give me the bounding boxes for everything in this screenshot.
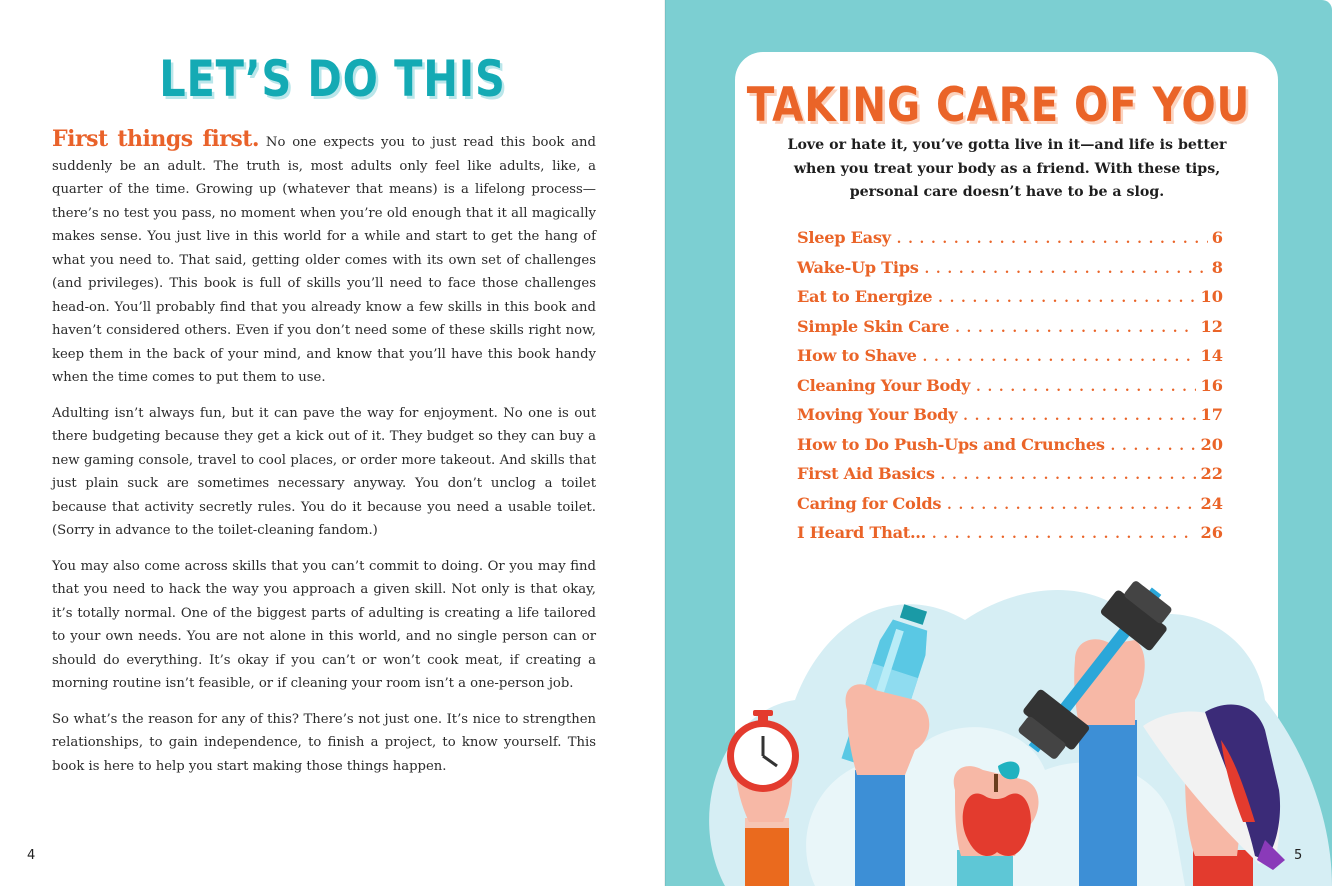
toc-row[interactable] xyxy=(797,376,1223,406)
toc-label: First Aid Basics xyxy=(797,464,935,483)
toc-leader-dots xyxy=(963,409,1196,424)
toc-leader-dots xyxy=(923,350,1197,365)
toc-page-number: 12 xyxy=(1200,316,1223,336)
blue-sleeve xyxy=(855,770,905,886)
toc-leader-dots xyxy=(947,498,1196,513)
toc-page-number: 14 xyxy=(1200,346,1223,365)
toc-label: Sleep Easy xyxy=(797,228,891,247)
toc-leader-dots xyxy=(941,468,1197,483)
toc-page-number: 17 xyxy=(1200,405,1223,424)
left-page xyxy=(0,0,665,886)
toc-page-number: 16 xyxy=(1200,375,1223,395)
left-body-text xyxy=(52,128,596,790)
toc-label: Wake-Up Tips xyxy=(797,257,919,277)
toc-label: Moving Your Body xyxy=(797,405,958,424)
page-number-right: 5 xyxy=(1294,848,1303,863)
toc-row[interactable] xyxy=(797,464,1223,494)
toc-row[interactable] xyxy=(797,346,1223,376)
toc-leader-dots xyxy=(932,527,1197,542)
toc-label: How to Do Push-Ups and Crunches xyxy=(797,434,1105,454)
page-number-left: 4 xyxy=(27,848,36,863)
toc-label: Cleaning Your Body xyxy=(797,375,971,395)
lead-in-heading: First things first. xyxy=(52,126,260,152)
toc-page-number: 20 xyxy=(1200,434,1223,454)
table-of-contents xyxy=(797,228,1223,553)
fitness-illustration xyxy=(665,560,1332,886)
toc-label: How to Shave xyxy=(797,346,917,365)
paragraph-3: You may also come across skills that you can’t commit to doing. Or you may find that you need to hack the way you approach a given skill. Not only is that okay, it’s totally normal. One of the biggest parts of adulting is creating a life tailored to your own needs. You are not alone in this world, and no single person can or should do everything. It’s okay if you can’t or won’t cook meat, if creating a morning routine isn’t feasible, or if cleaning your room isn’t a one-person job. xyxy=(52,558,596,691)
toc-page-number: 8 xyxy=(1211,257,1223,277)
paragraph-4: So what’s the reason for any of this? There’s not just one. It’s nice to strengthen relationships, to gain independence, to finish a project, to know yourself. This book is here to help you start making those things happen. xyxy=(52,711,596,774)
toc-page-number: 26 xyxy=(1200,523,1223,542)
toc-leader-dots xyxy=(925,262,1208,277)
toc-row[interactable] xyxy=(797,405,1223,435)
right-page xyxy=(665,0,1332,886)
toc-page-number: 10 xyxy=(1200,287,1223,306)
toc-label: Caring for Colds xyxy=(797,493,942,513)
toc-page-number: 6 xyxy=(1211,228,1223,247)
orange-sleeve xyxy=(745,822,789,886)
left-page-title: LET’S DO THIS xyxy=(159,50,506,108)
toc-label: I Heard That... xyxy=(797,523,926,542)
paragraph-1-text: No one expects you to just read this book and suddenly be an adult. The truth is, most adults only feel like adults, like, a quarter of the time. Growing up (whatever that means) is a lifelong process—there’s no test you pass, no moment when you’re old enough that it all magically makes sense. You just live in this world for a while and start to get the hang of what you need to. That said, getting older comes with its own set of challenges (and privileges). This book is full of skills you’ll need to face those challenges head-on. You’ll probably find that you already know a few skills in this book and haven’t considered others. Even if you don’t need some of these skills right now, keep them in the back of your mind, and know that you’ll have this book handy when the time comes to put them to use. xyxy=(52,135,596,385)
toc-row[interactable] xyxy=(797,228,1223,258)
toc-page-number: 22 xyxy=(1200,464,1223,483)
paragraph-2: Adulting isn’t always fun, but it can pave the way for enjoyment. No one is out there budgeting because they get a kick out of it. They budget so they can buy a new gaming console, travel to cool places, or order more takeout. And skills that just plain suck are sometimes necessary anyway. You don’t unclog a toilet because that activity secretly rules. You do it because you need a usable toilet. (Sorry in advance to the toilet-cleaning fandom.) xyxy=(52,405,596,538)
toc-row[interactable] xyxy=(797,435,1223,465)
right-page-title: TAKING CARE OF YOU xyxy=(746,78,1251,133)
toc-label: Simple Skin Care xyxy=(797,316,950,336)
toc-leader-dots xyxy=(897,232,1208,247)
toc-leader-dots xyxy=(938,291,1196,306)
toc-row[interactable] xyxy=(797,494,1223,524)
toc-page-number: 24 xyxy=(1200,493,1223,513)
toc-row[interactable] xyxy=(797,258,1223,288)
toc-row[interactable] xyxy=(797,287,1223,317)
chapter-intro: Love or hate it, you’ve gotta live in it—and life is better when you treat your body as a friend. With these tips, personal care doesn’t have to be a slog. xyxy=(787,137,1227,200)
toc-leader-dots xyxy=(976,380,1196,395)
toc-row[interactable] xyxy=(797,523,1223,553)
toc-leader-dots xyxy=(955,321,1196,336)
paragraph-1 xyxy=(52,128,596,390)
blue-sleeve-right xyxy=(1079,720,1137,886)
toc-leader-dots xyxy=(1111,439,1197,454)
toc-row[interactable] xyxy=(797,317,1223,347)
toc-label: Eat to Energize xyxy=(797,287,933,306)
page-fold xyxy=(664,0,666,886)
